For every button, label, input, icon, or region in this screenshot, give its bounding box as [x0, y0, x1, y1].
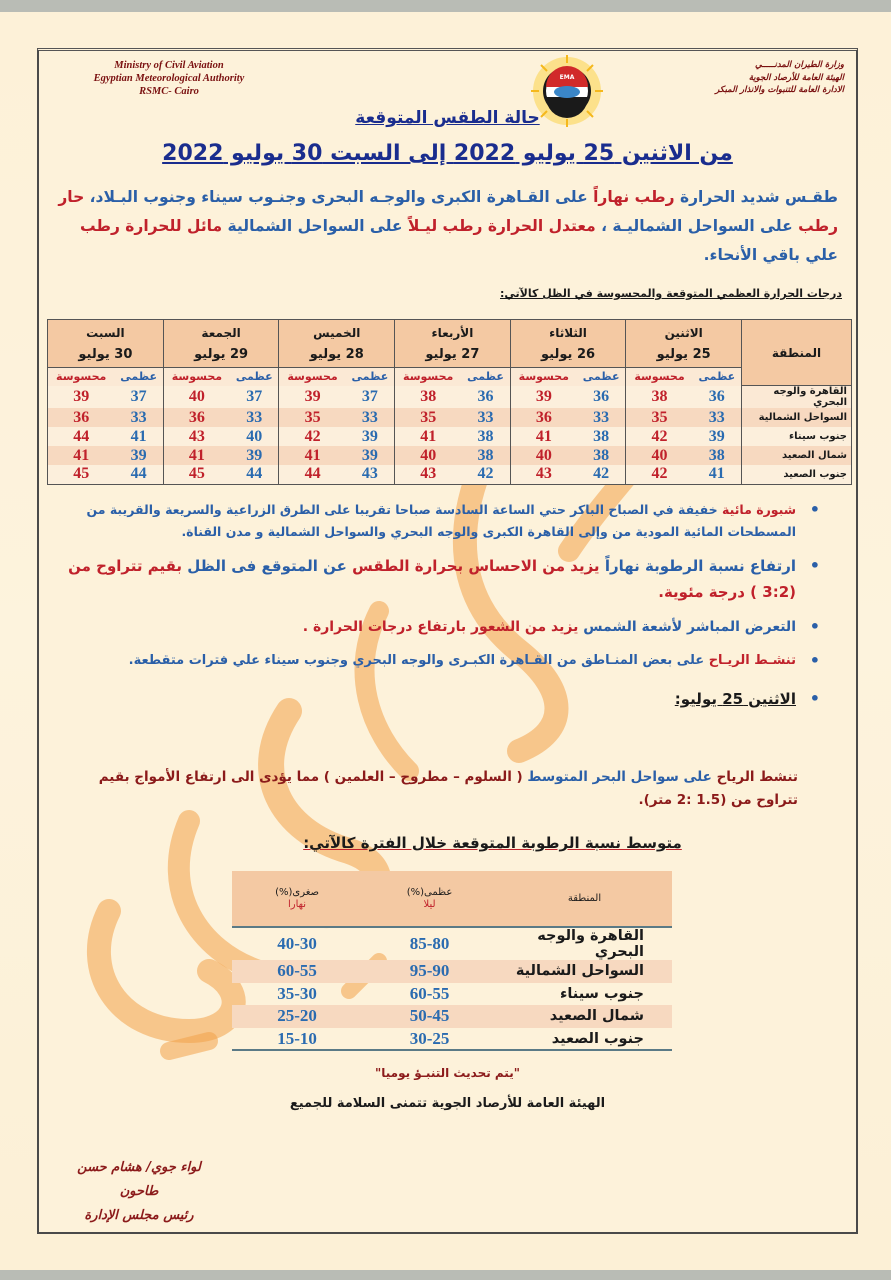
min-humidity-cell: 15-10 [232, 1028, 362, 1051]
region-cell: شمال الصعيد [742, 446, 852, 465]
max-temp-cell: 44 [230, 465, 279, 484]
min-humidity-cell: 40-30 [277, 934, 317, 953]
weather-summary [57, 183, 838, 270]
min-humidity-cell: 35-30 [277, 983, 317, 1003]
day-date: 26 يوليو [541, 346, 596, 362]
temperature-table [47, 319, 852, 485]
region-cell: السواحل الشمالية [497, 960, 672, 983]
table-row [48, 408, 852, 427]
day-date: 29 يوليو [194, 346, 249, 362]
max-temp-cell: 36 [461, 386, 510, 409]
summary-part: علي باقي الأنحاء. [703, 246, 838, 264]
max-temp-cell: 36 [693, 386, 742, 409]
feels-like-cell: 40 [163, 386, 230, 409]
summary-part: حار رطب [58, 188, 838, 235]
feels-like-cell: 40 [510, 446, 577, 465]
day-name: الجمعة [201, 325, 241, 340]
note-winds [61, 649, 834, 673]
max-temp-cell: 39 [693, 427, 742, 446]
temperature-table-label: درجات الحرارة العظمي المتوقعة والمحسوسة في الظل كالآتي: [500, 287, 842, 300]
day-date: 25 يوليو [656, 346, 711, 362]
feels-like-cell: 42 [279, 427, 346, 446]
max-temp-cell: 42 [461, 465, 510, 484]
max-temp-cell: 41 [693, 465, 742, 484]
bottom-edge-bar [0, 1270, 891, 1280]
table-row [232, 983, 672, 1006]
feel-label: محسوسة [395, 368, 462, 386]
feels-like-cell: 35 [395, 408, 462, 427]
max-temp-cell: 33 [346, 408, 395, 427]
day-name: السبت [86, 325, 125, 340]
max-label: عظمى [230, 368, 279, 386]
summary-part: معتدل الحرارة رطب ليـلاً [407, 217, 596, 235]
max-label: عظمى [693, 368, 742, 386]
max-temp-cell: 37 [346, 386, 395, 409]
feels-like-cell: 40 [626, 446, 693, 465]
feels-like-cell: 39 [279, 386, 346, 409]
day-date: 30 يوليو [78, 346, 133, 362]
max-label: عظمى [346, 368, 395, 386]
feels-like-cell: 42 [626, 465, 693, 484]
header-right-line: الادارة العامة للتنبوات والانذار المبكر [715, 85, 844, 95]
safety-message: الهيئة العامة للأرصاد الجوية تتمنى السلامة للجميع [289, 1096, 606, 1111]
header-label: عظمى(%) [406, 886, 453, 898]
feels-like-cell: 40 [395, 446, 462, 465]
header-right-arabic [674, 59, 844, 97]
humidity-table-title: متوسط نسبة الرطوبة المتوقعة خلال الفترة كالآتي: [303, 834, 682, 852]
table-row [232, 1028, 672, 1051]
note-text: عن المتوقع فى الظل [187, 557, 347, 575]
header-left-english [79, 59, 259, 98]
signature-block [59, 1156, 219, 1228]
header-sublabel: نهارا [288, 898, 307, 910]
day-date: 28 يوليو [309, 346, 364, 362]
region-cell: جنوب الصعيد [497, 1028, 672, 1051]
max-temp-cell: 40 [230, 427, 279, 446]
day-name: الاثنين [664, 325, 703, 340]
feel-label: محسوسة [163, 368, 230, 386]
humidity-table [232, 871, 672, 1051]
feel-label: محسوسة [279, 368, 346, 386]
day-header [395, 320, 511, 368]
table-row [232, 1005, 672, 1028]
day-name: الخميس [313, 325, 361, 340]
note-text: التعرض المباشر لأشعة الشمس [583, 619, 796, 635]
header-sublabel: ليلا [423, 898, 436, 910]
region-cell: السواحل الشمالية [742, 408, 852, 427]
max-temp-cell: 37 [230, 386, 279, 409]
summary-part: على السواحل الشماليـة ، [601, 217, 793, 235]
note-text: على بعض المنـاطق من القـاهرة الكبـرى والوجه البحري وجنوب سيناء علي فترات متقطعة. [128, 653, 705, 668]
day-name: الأربعاء [431, 325, 474, 340]
max-temp-cell: 39 [114, 446, 163, 465]
note-sun-exposure [61, 615, 834, 639]
header-left-line: Ministry of Civil Aviation [114, 60, 224, 71]
max-temp-cell: 43 [346, 465, 395, 484]
summary-part: مائل للحرارة رطب [79, 217, 223, 235]
wind-note-part: ( السلوم – مطروح – العلمين ) مما يؤدى الى ارتفاع الأمواج بقيم تتراوح من (1.5 :2 متر). [98, 769, 798, 808]
table-row [48, 427, 852, 446]
max-temp-cell: 39 [346, 446, 395, 465]
max-temp-cell: 42 [577, 465, 626, 484]
table-row [232, 960, 672, 983]
header-right-line: الهيئة العامة للأرصاد الجوية [748, 72, 844, 83]
max-temp-cell: 38 [577, 446, 626, 465]
monday-wind-note [69, 766, 798, 812]
max-temp-cell: 38 [461, 427, 510, 446]
feels-like-cell: 45 [48, 465, 115, 484]
feels-like-cell: 44 [279, 465, 346, 484]
summary-part: رطب نهاراً [593, 188, 675, 206]
feels-like-cell: 41 [163, 446, 230, 465]
summary-part: طقـس شديد الحرارة [679, 188, 838, 206]
daily-update-note: "يتم تحديث التنبـؤ يوميا" [375, 1066, 520, 1080]
note-text: ارتفاع نسبة الرطوبة نهاراً [604, 557, 796, 575]
max-humidity-cell: 60-55 [409, 983, 450, 1003]
feels-like-cell: 41 [48, 446, 115, 465]
max-temp-cell: 33 [577, 408, 626, 427]
min-humidity-cell: 25-20 [232, 1005, 362, 1028]
note-highlight: شبورة مائية [722, 502, 796, 517]
note-highlight: يزيد من الشعور بارتفاع درجات الحرارة . [302, 619, 579, 635]
max-temp-cell: 36 [577, 386, 626, 409]
humidity-min-header [232, 871, 362, 927]
signatory-name: لواء جوي/ هشام حسن طاحون [77, 1160, 201, 1199]
wind-note-part: على سواحل البحر المتوسط [527, 769, 712, 785]
region-cell: القاهرة والوجه البحري [537, 928, 644, 960]
bulletin-frame [37, 48, 858, 1234]
note-humidity [61, 553, 834, 605]
signatory-title: رئيس مجلس الإدارة [84, 1208, 194, 1223]
max-temp-cell: 33 [461, 408, 510, 427]
feel-label: محسوسة [626, 368, 693, 386]
feels-like-cell: 38 [626, 386, 693, 409]
max-temp-cell: 37 [114, 386, 163, 409]
region-cell: جنوب سيناء [559, 985, 644, 1002]
table-row [48, 386, 852, 409]
max-label: عظمى [114, 368, 163, 386]
wind-note-part: تنشط الرياح [716, 769, 798, 785]
svg-text:EMA: EMA [559, 74, 575, 81]
table-row [232, 927, 672, 960]
max-label: عظمى [577, 368, 626, 386]
max-temp-cell: 38 [577, 427, 626, 446]
max-temp-cell: 44 [114, 465, 163, 484]
max-temp-cell: 41 [114, 427, 163, 446]
feels-like-cell: 36 [163, 408, 230, 427]
max-temp-cell: 39 [346, 427, 395, 446]
header-label: صغرى(%) [275, 886, 320, 898]
note-highlight: تنشـط الريـاح [708, 653, 796, 668]
day-header [279, 320, 395, 368]
region-cell: شمال الصعيد [497, 1005, 672, 1028]
feels-like-cell: 39 [510, 386, 577, 409]
max-temp-cell: 38 [693, 446, 742, 465]
feels-like-cell: 35 [626, 408, 693, 427]
region-cell: جنوب سيناء [742, 427, 852, 446]
feels-like-cell: 35 [279, 408, 346, 427]
feels-like-cell: 38 [395, 386, 462, 409]
feels-like-cell: 43 [163, 427, 230, 446]
day-date: 27 يوليو [425, 346, 480, 362]
max-label: عظمى [461, 368, 510, 386]
top-edge-bar [0, 0, 891, 12]
max-temp-cell: 33 [114, 408, 163, 427]
region-cell: القاهرة والوجه البحري [742, 386, 852, 409]
max-temp-cell: 33 [693, 408, 742, 427]
feels-like-cell: 43 [510, 465, 577, 484]
header-left-line: RSMC- Cairo [139, 86, 199, 97]
feels-like-cell: 41 [395, 427, 462, 446]
feels-like-cell: 36 [48, 408, 115, 427]
max-temp-cell: 33 [230, 408, 279, 427]
region-column-header: المنطقة [742, 320, 852, 386]
max-humidity-cell: 95-90 [362, 960, 497, 983]
note-highlight: بقيم تتراوح من (3:2 ) درجة مئوية. [68, 557, 796, 601]
header-left-line: Egyptian Meteorological Authority [93, 73, 245, 84]
feels-like-cell: 39 [48, 386, 115, 409]
max-temp-cell: 38 [461, 446, 510, 465]
feel-label: محسوسة [48, 368, 115, 386]
feels-like-cell: 44 [48, 427, 115, 446]
note-monday-heading: • الاثنين 25 يوليو: [61, 687, 834, 711]
feels-like-cell: 36 [510, 408, 577, 427]
max-temp-cell: 39 [230, 446, 279, 465]
feels-like-cell: 45 [163, 465, 230, 484]
feels-like-cell: 41 [510, 427, 577, 446]
day-header [510, 320, 626, 368]
feels-like-cell: 43 [395, 465, 462, 484]
day-name: الثلاثاء [549, 325, 587, 340]
max-humidity-cell: 85-80 [409, 934, 450, 953]
notes-list [61, 499, 834, 721]
note-highlight: يزيد من الاحساس بحرارة الطقس [352, 557, 600, 575]
day-header [48, 320, 164, 368]
region-cell: جنوب الصعيد [742, 465, 852, 484]
table-row [48, 446, 852, 465]
humidity-max-header [362, 871, 497, 927]
min-humidity-cell: 60-55 [232, 960, 362, 983]
max-humidity-cell: 30-25 [362, 1028, 497, 1051]
day-header [626, 320, 742, 368]
header-right-line: وزارة الطيران المدنـــــي [754, 60, 844, 70]
summary-part: على القـاهرة الكبرى والوجـه البحرى وجنـوب سيناء وجنوب البـلاد، [89, 188, 588, 206]
feels-like-cell: 42 [626, 427, 693, 446]
feels-like-cell: 41 [279, 446, 346, 465]
note-fog [61, 499, 834, 543]
max-humidity-cell: 50-45 [362, 1005, 497, 1028]
date-range-title: من الاثنين 25 يوليو 2022 إلى السبت 30 يوليو 2022 [162, 141, 733, 166]
feel-label: محسوسة [510, 368, 577, 386]
note-text: خفيفة في الصباح الباكر حتي الساعة السادسة صباحا تقريبا على الطرق الزراعية والسريعة والقريبة من المسطحات المائية المودية من وإلى القاهرة الكبرى والوجه البحري والسواحل الشمالية و مدن القناة. [86, 502, 796, 539]
humidity-region-header: المنطقة [497, 871, 672, 927]
day-header [163, 320, 279, 368]
table-row [48, 465, 852, 484]
page-title: حالة الطقس المتوقعة [355, 108, 540, 128]
summary-part: على السواحل الشمالية [227, 217, 403, 235]
